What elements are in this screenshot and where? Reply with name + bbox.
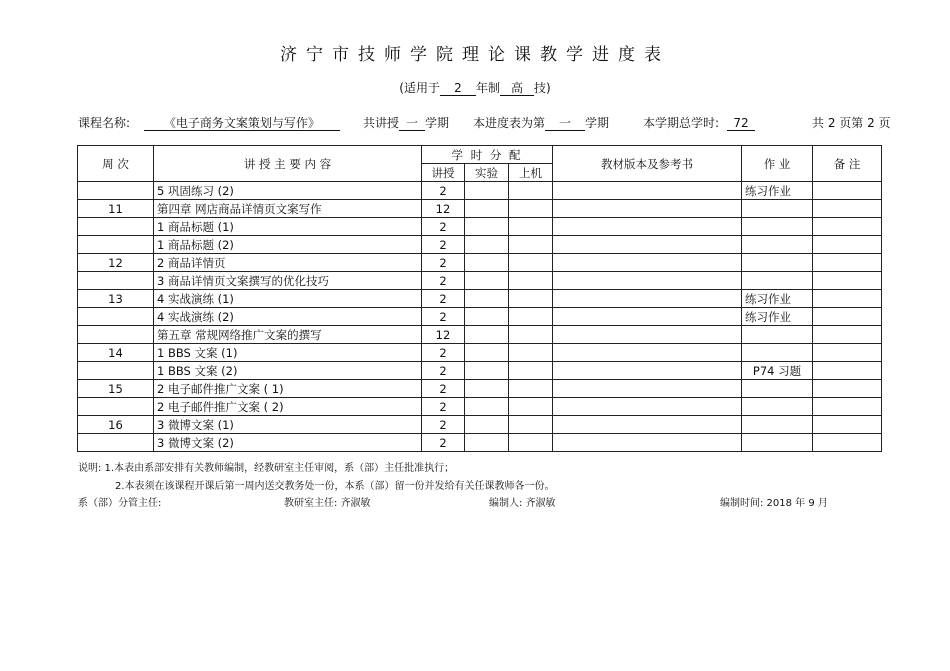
lecture-hours-cell: 2 [422,290,465,308]
table-row [78,434,882,452]
table-row [78,326,882,344]
homework-cell [742,200,813,218]
remarks-cell [813,308,882,326]
week-cell [78,434,154,452]
course-label: 课程名称: [78,116,131,130]
week-cell: 13 [78,290,154,308]
table-row [78,182,882,200]
remarks-cell [813,254,882,272]
term-word-2: 学期 [585,116,610,130]
computer-cell [509,416,553,434]
computer-cell [509,218,553,236]
computer-cell [509,344,553,362]
lecture-hours-cell: 2 [422,254,465,272]
experiment-cell [465,434,509,452]
this-schedule-label: 本进度表为第 [473,116,546,130]
lecture-hours-cell: 2 [422,398,465,416]
homework-cell: P74 习题 [742,362,813,380]
textbook-cell [553,308,742,326]
applicability-prefix: (适用于 [399,81,440,95]
content-cell: 3 商品详情页文案撰写的优化技巧 [154,272,422,290]
remarks-cell [813,290,882,308]
homework-cell [742,254,813,272]
homework-cell [742,218,813,236]
experiment-cell [465,290,509,308]
textbook-cell [553,272,742,290]
homework-cell [742,344,813,362]
total-terms: 一 [399,117,425,131]
applicability-line [0,79,950,96]
week-cell [78,218,154,236]
table-row [78,200,882,218]
total-hours: 72 [727,117,755,131]
textbook-cell [553,434,742,452]
table-row [78,218,882,236]
header-lecture: 讲授 [422,164,465,182]
lecture-hours-cell: 12 [422,200,465,218]
homework-cell: 练习作业 [742,182,813,200]
table-row [78,308,882,326]
textbook-cell [553,182,742,200]
experiment-cell [465,308,509,326]
homework-cell [742,416,813,434]
homework-cell [742,398,813,416]
homework-cell [742,380,813,398]
experiment-cell [465,254,509,272]
lecture-hours-cell: 2 [422,272,465,290]
lecture-hours-cell: 2 [422,182,465,200]
header-remarks: 备 注 [813,146,882,182]
table-row [78,380,882,398]
homework-cell [742,272,813,290]
computer-cell [509,380,553,398]
hours-label: 本学期总学时: [643,116,720,130]
table-row [78,254,882,272]
remarks-cell [813,218,882,236]
experiment-cell [465,326,509,344]
lecture-hours-cell: 2 [422,218,465,236]
this-term: 一 [545,117,585,131]
experiment-cell [465,200,509,218]
table-row [78,416,882,434]
lecture-hours-cell: 2 [422,434,465,452]
textbook-cell [553,344,742,362]
content-cell: 2 商品详情页 [154,254,422,272]
computer-cell [509,326,553,344]
table-row [78,236,882,254]
week-cell [78,308,154,326]
experiment-cell [465,218,509,236]
content-cell: 2 电子邮件推广文案 ( 2) [154,398,422,416]
textbook-cell [553,200,742,218]
week-cell: 14 [78,344,154,362]
lecture-hours-cell: 2 [422,380,465,398]
textbook-cell [553,362,742,380]
computer-cell [509,254,553,272]
homework-cell: 练习作业 [742,308,813,326]
content-cell: 5 巩固练习 (2) [154,182,422,200]
content-cell: 1 商品标题 (1) [154,218,422,236]
textbook-cell [553,326,742,344]
content-cell: 第四章 网店商品详情页文案写作 [154,200,422,218]
content-cell: 4 实战演练 (1) [154,290,422,308]
week-cell: 12 [78,254,154,272]
remarks-cell [813,380,882,398]
experiment-cell [465,272,509,290]
content-cell: 1 BBS 文案 (1) [154,344,422,362]
remarks-cell [813,326,882,344]
week-cell [78,182,154,200]
lecture-hours-cell: 12 [422,326,465,344]
homework-cell [742,434,813,452]
header-week: 周 次 [78,146,154,182]
computer-cell [509,236,553,254]
table-row [78,344,882,362]
week-cell: 15 [78,380,154,398]
experiment-cell [465,362,509,380]
note-line-2: 2.本表须在该课程开课后第一周内送交教务处一份，本系（部）留一份并发给有关任课教师各一份。 [115,481,555,492]
header-row-1 [78,146,882,164]
total-hours-line [643,114,755,131]
header-content: 讲 授 主 要 内 容 [154,146,422,182]
total-teach-label: 共讲授 [363,116,400,130]
remarks-cell [813,434,882,452]
content-cell: 4 实战演练 (2) [154,308,422,326]
experiment-cell [465,182,509,200]
remarks-cell [813,416,882,434]
table-row [78,272,882,290]
computer-cell [509,182,553,200]
remarks-cell [813,182,882,200]
dept-head-signature: 系（部）分管主任: [78,498,162,509]
schedule-table [77,145,882,452]
remarks-cell [813,272,882,290]
week-cell [78,326,154,344]
page-count: 共 2 页第 2 页 [812,116,891,130]
editor-signature: 编制人: 齐淑敏 [489,498,556,509]
table-row [78,398,882,416]
homework-cell [742,326,813,344]
applicability-suffix: 技) [534,81,551,95]
textbook-cell [553,236,742,254]
page-title: 济宁市技师学院理论课教学进度表 [280,45,670,65]
remarks-cell [813,236,882,254]
applicability-mid: 年制 [475,81,500,95]
textbook-cell [553,398,742,416]
week-cell [78,398,154,416]
week-cell [78,236,154,254]
header-textbook: 教材版本及参考书 [553,146,742,182]
header-computer: 上机 [509,164,553,182]
homework-cell: 练习作业 [742,290,813,308]
table-row [78,362,882,380]
content-cell: 2 电子邮件推广文案 ( 1) [154,380,422,398]
lecture-hours-cell: 2 [422,416,465,434]
computer-cell [509,398,553,416]
computer-cell [509,308,553,326]
applicability-level: 高 [500,82,534,96]
textbook-cell [553,290,742,308]
textbook-cell [553,380,742,398]
computer-cell [509,272,553,290]
lecture-hours-cell: 2 [422,362,465,380]
lecture-hours-cell: 2 [422,236,465,254]
total-terms-line [363,114,449,131]
week-cell [78,272,154,290]
experiment-cell [465,344,509,362]
experiment-cell [465,380,509,398]
remarks-cell [813,200,882,218]
content-cell: 第五章 常规网络推广文案的撰写 [154,326,422,344]
course-name-line [78,114,340,131]
computer-cell [509,362,553,380]
content-cell: 1 商品标题 (2) [154,236,422,254]
week-cell [78,362,154,380]
header-homework: 作 业 [742,146,813,182]
remarks-cell [813,362,882,380]
experiment-cell [465,236,509,254]
week-cell: 16 [78,416,154,434]
textbook-cell [553,254,742,272]
experiment-cell [465,416,509,434]
lecture-hours-cell: 2 [422,344,465,362]
remarks-cell [813,344,882,362]
table-row [78,290,882,308]
applicability-grade: 2 [440,82,476,96]
content-cell: 3 微博文案 (1) [154,416,422,434]
header-experiment: 实验 [465,164,509,182]
computer-cell [509,200,553,218]
this-term-line [473,114,609,131]
note-line-1: 说明: 1.本表由系部安排有关教师编制，经教研室主任审阅，系（部）主任批准执行； [78,463,455,474]
computer-cell [509,290,553,308]
computer-cell [509,434,553,452]
office-head-signature: 教研室主任: 齐淑敏 [284,498,371,509]
content-cell: 3 微博文案 (2) [154,434,422,452]
textbook-cell [553,416,742,434]
term-word: 学期 [425,116,450,130]
compile-date: 编制时间: 2018 年 9 月 [720,498,828,509]
course-name: 《电子商务文案策划与写作》 [144,117,340,131]
lecture-hours-cell: 2 [422,308,465,326]
homework-cell [742,236,813,254]
week-cell: 11 [78,200,154,218]
textbook-cell [553,218,742,236]
header-hours-group: 学 时 分 配 [422,146,553,164]
content-cell: 1 BBS 文案 (2) [154,362,422,380]
experiment-cell [465,398,509,416]
remarks-cell [813,398,882,416]
